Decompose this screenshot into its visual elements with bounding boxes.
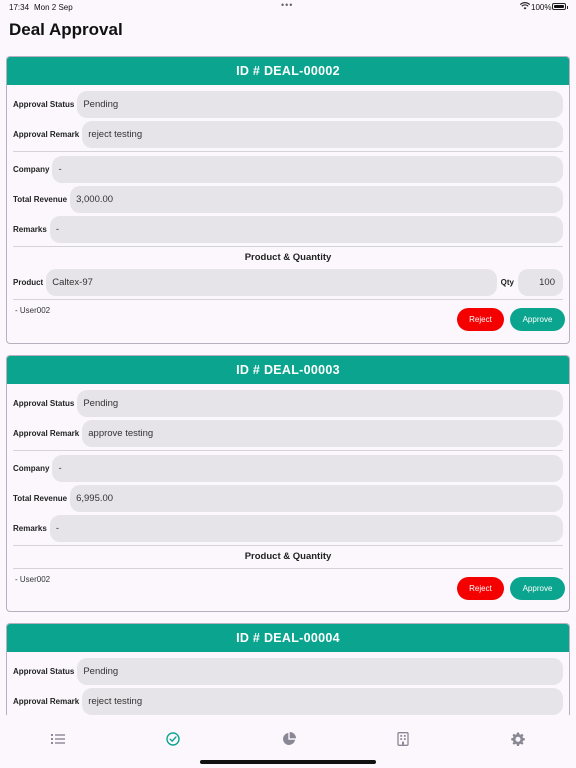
approval-status-field: Pending [77,658,563,685]
remarks-field: - [50,515,563,542]
tab-list[interactable] [49,732,67,750]
approval-remark-label: Approval Remark [13,428,80,438]
divider [13,299,563,300]
approval-status-row [7,89,569,119]
gear-icon [511,732,525,751]
building-icon [397,732,409,751]
remarks-field: - [50,216,563,243]
approval-remark-field: reject testing [82,121,563,148]
card-footer [7,302,569,334]
total-revenue-field: 6,995.00 [70,485,563,512]
tab-approval[interactable] [164,732,182,750]
total-revenue-row [7,184,569,214]
remarks-label: Remarks [13,523,47,533]
remarks-label: Remarks [13,224,47,234]
multitask-dots[interactable]: ••• [281,0,294,10]
company-row [7,154,569,184]
approve-button[interactable]: Approve [510,308,565,331]
page-title: Deal Approval [9,20,123,39]
approval-status-field: Pending [77,390,563,417]
product-quantity-title: Product & Quantity [244,551,332,562]
approval-status-label: Approval Status [13,666,75,676]
product-quantity-title: Product & Quantity [244,252,332,263]
tab-settings[interactable] [509,732,527,750]
approval-status-field: Pending [77,91,563,118]
approval-status-row [7,656,569,686]
deal-card-header: ID # DEAL-00002 [7,57,569,85]
divider [13,450,563,451]
approval-status-row [7,388,569,418]
deal-list[interactable] [0,56,576,715]
deal-card [6,355,570,612]
divider [13,246,563,247]
status-bar [0,0,576,14]
battery-percent: 100% [531,3,552,12]
remarks-row [7,214,569,244]
qty-label: Qty [500,277,514,287]
tab-reports[interactable] [280,732,298,750]
battery-icon [552,3,566,10]
total-revenue-label: Total Revenue [13,493,68,503]
deal-user: - User002 [15,306,51,315]
deal-card-header: ID # DEAL-00004 [7,624,569,652]
list-icon [51,732,65,750]
reject-button[interactable]: Reject [457,308,504,331]
company-label: Company [13,164,50,174]
card-footer [7,571,569,603]
divider [13,568,563,569]
deal-user: - User002 [15,575,51,584]
total-revenue-label: Total Revenue [13,194,68,204]
total-revenue-field: 3,000.00 [70,186,563,213]
home-indicator[interactable] [200,760,376,764]
approval-remark-label: Approval Remark [13,129,80,139]
wifi-icon [520,2,530,12]
approval-remark-field: approve testing [82,420,563,447]
divider [13,151,563,152]
company-label: Company [13,463,50,473]
approval-status-label: Approval Status [13,99,75,109]
reject-button[interactable]: Reject [457,577,504,600]
status-date: Mon 2 Sep [34,3,73,12]
approval-remark-row [7,418,569,448]
approval-remark-row [7,686,569,715]
divider [13,545,563,546]
pie-chart-icon [282,732,296,751]
product-row [7,267,569,297]
qty-field: 100 [518,269,563,296]
company-row [7,453,569,483]
deal-card-header: ID # DEAL-00003 [7,356,569,384]
approval-status-label: Approval Status [13,398,75,408]
check-circle-icon [166,732,180,751]
total-revenue-row [7,483,569,513]
company-field: - [52,455,563,482]
approval-remark-row [7,119,569,149]
deal-card [6,56,570,344]
product-label: Product [13,277,44,287]
deal-card [6,623,570,715]
remarks-row [7,513,569,543]
company-field: - [52,156,563,183]
approval-remark-label: Approval Remark [13,696,80,706]
product-field: Caltex-97 [46,269,496,296]
approve-button[interactable]: Approve [510,577,565,600]
status-time: 17:34 [9,3,30,12]
approval-remark-field: reject testing [82,688,563,715]
tab-company[interactable] [394,732,412,750]
